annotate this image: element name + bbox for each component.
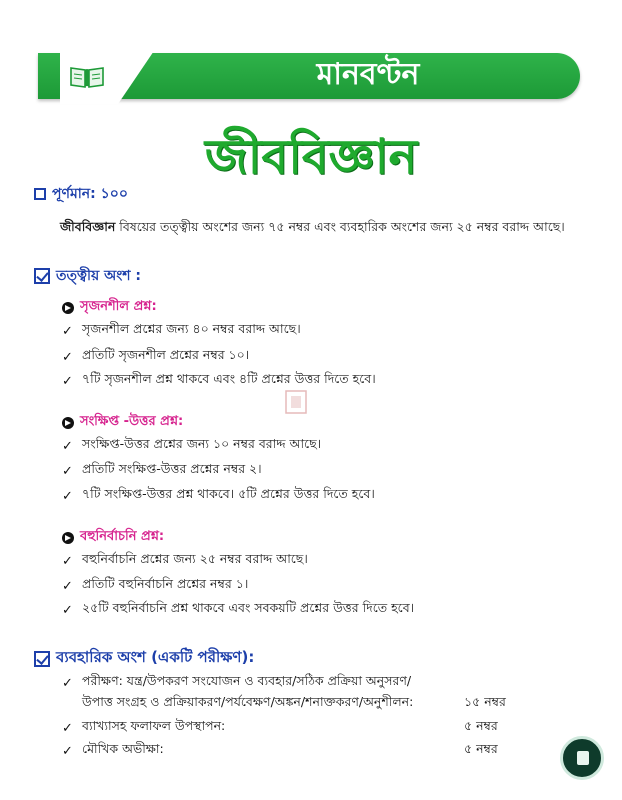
header-banner (38, 42, 580, 104)
checkbox-icon (34, 651, 50, 667)
list-item (62, 486, 375, 506)
section-mcq-heading (62, 527, 164, 548)
practical-row-text: ব্যাখ্যাসহ ফলাফল উপস্থাপন: (82, 718, 226, 733)
theory-heading-text: তত্ত্বীয় অংশ : (56, 268, 142, 284)
checkmark-icon: ✓ (62, 463, 73, 479)
checkmark-icon: ✓ (62, 578, 73, 594)
list-item (62, 321, 301, 341)
book-icon (68, 64, 106, 90)
list-item (62, 436, 321, 456)
checkmark-icon: ✓ (62, 553, 73, 569)
practical-row-text: মৌখিক অভীক্ষা: (82, 741, 164, 756)
checkmark-icon: ✓ (62, 743, 73, 759)
marks-value: ৫ নম্বর (464, 741, 498, 756)
practical-row (62, 673, 411, 693)
arrow-right-icon (62, 532, 74, 544)
practical-row (62, 741, 164, 761)
checkmark-icon: ✓ (62, 349, 73, 365)
list-item (62, 461, 262, 481)
checkmark-icon: ✓ (62, 373, 73, 389)
list-item (62, 347, 249, 367)
list-item-text: বহুনির্বাচনি প্রশ্নের জন্য ২৫ নম্বর বরাদ্দ আছে। (82, 551, 308, 566)
checkmark-icon: ✓ (62, 488, 73, 504)
list-item (62, 576, 248, 596)
section-creative-heading (62, 297, 157, 318)
checkmark-icon: ✓ (62, 602, 73, 618)
subject-title: জীববিজ্ঞান (204, 129, 418, 185)
full-marks-text: পূর্ণমান: ১০০ (52, 186, 128, 202)
list-item-text: সৃজনশীল প্রশ্নের জন্য ৪০ নম্বর বরাদ্দ আছে। (82, 321, 301, 336)
practical-heading-text: ব্যবহারিক অংশ (একটি পরীক্ষণ): (56, 648, 255, 666)
practical-row (62, 718, 225, 738)
arrow-right-icon (62, 302, 74, 314)
watermark-icon (285, 390, 307, 420)
square-icon (34, 188, 46, 200)
intro-paragraph (60, 218, 600, 236)
practical-row-continuation (82, 694, 413, 714)
logo-icon (560, 736, 604, 780)
marks-value: ১৫ নম্বর (464, 694, 506, 709)
section-title: বহুনির্বাচনি প্রশ্ন: (80, 529, 165, 544)
list-item-text: ২৫টি বহুনির্বাচনি প্রশ্ন থাকবে এবং সবকয়টি প্রশ্নের উত্তর দিতে হবে। (82, 600, 415, 615)
intro-bold: জীববিজ্ঞান (60, 219, 116, 234)
practical-row-text: উপাত্ত সংগ্রহ ও প্রক্রিয়াকরণ/পর্যবেক্ষণ/অঙ্কন/শনাক্তকরণ/অনুশীলন: (82, 694, 414, 709)
section-short-heading (62, 412, 183, 433)
list-item (62, 600, 414, 620)
list-item-text: প্রতিটি সৃজনশীল প্রশ্নের নম্বর ১০। (82, 347, 250, 362)
arrow-right-icon (62, 417, 74, 429)
practical-heading (34, 646, 254, 671)
list-item (62, 551, 308, 571)
list-item-text: প্রতিটি বহুনির্বাচনি প্রশ্নের নম্বর ১। (82, 576, 249, 591)
checkmark-icon: ✓ (62, 323, 73, 339)
practical-row-text: পরীক্ষণ: যন্ত্র/উপকরণ সংযোজন ও ব্যবহার/সঠিক প্রক্রিয়া অনুসরণ/ (82, 673, 412, 688)
section-title: সংক্ষিপ্ত -উত্তর প্রশ্ন: (80, 414, 184, 429)
list-item (62, 371, 376, 391)
checkbox-icon (34, 268, 50, 284)
intro-rest: বিষয়ের তত্ত্বীয় অংশের জন্য ৭৫ নম্বর এবং ব্যবহারিক অংশের জন্য ২৫ নম্বর বরাদ্দ আছে। (115, 219, 565, 234)
list-item-text: সংক্ষিপ্ত-উত্তর প্রশ্নের জন্য ১০ নম্বর বরাদ্দ আছে। (82, 436, 322, 451)
checkmark-icon: ✓ (62, 675, 73, 691)
checkmark-icon: ✓ (62, 438, 73, 454)
marks-value: ৫ নম্বর (464, 718, 498, 733)
list-item-text: ৭টি সৃজনশীল প্রশ্ন থাকবে এবং ৪টি প্রশ্নের উত্তর দিতে হবে। (82, 371, 376, 386)
list-item-text: ৭টি সংক্ষিপ্ত-উত্তর প্রশ্ন থাকবে। ৫টি প্রশ্নের উত্তর দিতে হবে। (82, 486, 375, 501)
theory-heading (34, 264, 141, 288)
checkmark-icon: ✓ (62, 720, 73, 736)
list-item-text: প্রতিটি সংক্ষিপ্ত-উত্তর প্রশ্নের নম্বর ২। (82, 461, 262, 476)
full-marks-heading (34, 182, 128, 206)
section-title: সৃজনশীল প্রশ্ন: (80, 299, 157, 314)
banner-title: মানবণ্টন (316, 57, 420, 92)
